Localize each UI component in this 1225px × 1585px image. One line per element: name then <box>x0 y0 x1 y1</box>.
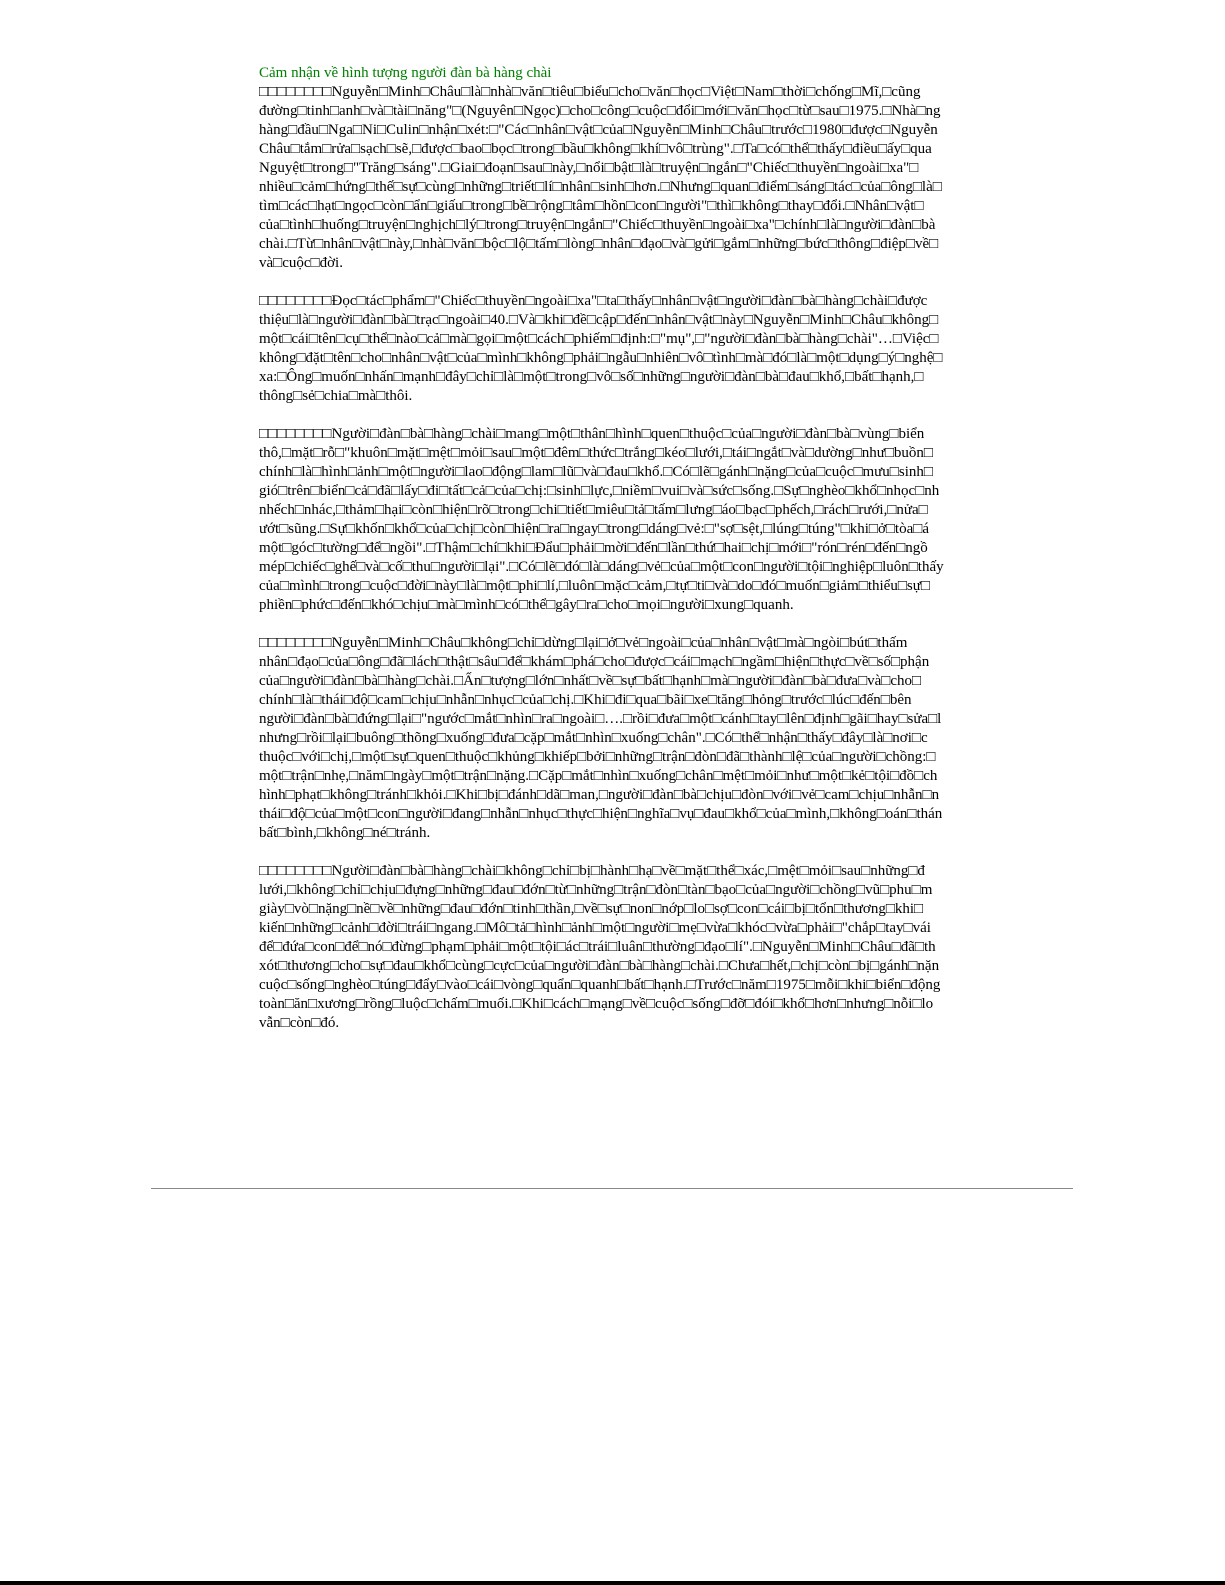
text-line: Nguyệt□trong□"Trăng□sáng".□Giai□đoạn□sau□này,□nổi□bật□là□truyện□ngắn□"Chiếc□thuyền□ngoài□xa"□ <box>259 160 919 176</box>
text-line: thô,□mặt□rỗ□"khuôn□mặt□mệt□mỏi□sau□một□đêm□thức□trắng□kéo□lưới,□tái□ngắt□và□dường□như□buồn□ <box>259 445 933 461</box>
text-line: người□đàn□bà□đứng□lại□"ngước□mắt□nhìn□ra□ngoài□….□rồi□đưa□một□cánh□tay□lên□định□gãi□hay□sửa□l <box>259 711 942 727</box>
text-line: □□□□□□□□Nguyễn□Minh□Châu□không□chỉ□dừng□lại□ở□vẻ□ngoài□của□nhân□vật□mà□ngòi□bút□thấm <box>259 635 908 651</box>
text-line: đường□tinh□anh□và□tài□năng"□(Nguyên□Ngọc)□cho□công□cuộc□đổi□mới□văn□học□từ□sau□1975.□Nhà□ng <box>259 103 941 119</box>
text-line: Châu□tắm□rửa□sạch□sẽ,□được□bao□bọc□trong□bầu□không□khí□vô□trùng".□Ta□có□thể□thấy□điều□ấy□qua <box>259 141 932 157</box>
text-line: □□□□□□□□Nguyễn□Minh□Châu□là□nhà□văn□tiêu□biểu□cho□văn□học□Việt□Nam□thời□chống□Mĩ,□cũng <box>259 84 921 100</box>
paragraph <box>259 292 1073 406</box>
text-line: thái□độ□của□một□con□người□đang□nhẫn□nhục□thực□hiện□nghĩa□vụ□đau□khổ□của□mình,□không□oán□thán <box>259 806 943 822</box>
text-line: □□□□□□□□Người□đàn□bà□hàng□chài□không□chỉ□bị□hành□hạ□về□mặt□thể□xác,□mệt□mỏi□sau□những□đ <box>259 863 925 879</box>
page-bottom-edge <box>0 1581 1225 1585</box>
paragraph <box>259 634 1073 843</box>
text-line: phiền□phức□đến□khó□chịu□mà□mình□có□thể□gây□ra□cho□mọi□người□xung□quanh. <box>259 597 794 613</box>
text-line: □□□□□□□□Người□đàn□bà□hàng□chài□mang□một□thân□hình□quen□thuộc□của□người□đàn□bà□vùng□biển <box>259 426 925 442</box>
text-line: của□tình□huống□truyện□nghịch□lý□trong□truyện□ngắn□"Chiếc□thuyền□ngoài□xa"□chính□là□người□đàn□bà <box>259 217 936 233</box>
text-line: toàn□ăn□xương□rồng□luộc□chấm□muối.□Khi□cách□mạng□về□cuộc□sống□đỡ□đói□khổ□hơn□nhưng□nỗi□lo <box>259 996 934 1012</box>
text-line: hình□phạt□không□tránh□khỏi.□Khi□bị□đánh□dã□man,□người□đàn□bà□chịu□đòn□với□vẻ□cam□chịu□nhẫn□n <box>259 787 940 803</box>
document-body <box>259 64 1073 1052</box>
text-line: tìm□các□hạt□ngọc□còn□ẩn□giấu□trong□bề□rộng□tâm□hồn□con□người"□thì□không□thay□đổi.□Nhân□vật□ <box>259 198 924 214</box>
document-title: Cảm nhận về hình tượng người đàn bà hàng chài <box>259 65 552 81</box>
text-line: vẫn□còn□đó. <box>259 1015 340 1031</box>
text-line: và□cuộc□đời. <box>259 255 343 271</box>
text-line: hàng□đầu□Nga□Ni□Culin□nhận□xét:□"Các□nhân□vật□của□Nguyễn□Minh□Châu□trước□1980□được□Nguyễn <box>259 122 938 138</box>
text-line: xa:□Ông□muốn□nhấn□mạnh□đây□chỉ□là□một□trong□vô□số□những□người□đàn□bà□đau□khổ,□bất□hạnh,□ <box>259 369 924 385</box>
text-line: xót□thương□cho□sự□đau□khổ□cùng□cực□của□người□đàn□bà□hàng□chài.□Chưa□hết,□chị□còn□bị□gánh□nặn <box>259 958 940 974</box>
text-line: thuộc□với□chị,□một□sự□quen□thuộc□khủng□khiếp□bởi□những□trận□đòn□đã□thành□lệ□của□người□chồng:□ <box>259 749 936 765</box>
text-line: một□góc□tường□để□ngồi".□Thậm□chí□khi□Đẩu□phải□mời□đến□lần□thứ□hai□chị□mới□"rón□rén□đến□ngồ <box>259 540 928 556</box>
text-line: □□□□□□□□Đọc□tác□phẩm□"Chiếc□thuyền□ngoài□xa"□ta□thấy□nhân□vật□người□đàn□bà□hàng□chài□được <box>259 293 928 309</box>
text-line: của□người□đàn□bà□hàng□chài.□Ấn□tượng□lớn□nhất□về□sự□bất□hạnh□mà□người□đàn□bà□đưa□và□cho□ <box>259 673 922 689</box>
text-line: kiến□những□cảnh□đời□trái□ngang.□Mô□tả□hình□ảnh□một□người□mẹ□vừa□khóc□vừa□phải□"chắp□tay□vái <box>259 920 931 936</box>
text-line: của□mình□trong□cuộc□đời□này□là□một□phi□lí,□luôn□mặc□cảm,□tự□ti□và□do□đó□muốn□giảm□thiểu□sự□ <box>259 578 930 594</box>
text-line: nhếch□nhác,□thảm□hại□còn□hiện□rõ□trong□chi□tiết□miêu□tả□tấm□lưng□áo□bạc□phếch,□rách□rưới,□nửa□ <box>259 502 928 518</box>
text-line: để□đứa□con□để□nó□đừng□phạm□phải□một□tội□ác□trái□luân□thường□đạo□lí".□Nguyễn□Minh□Châu□đã□th <box>259 939 936 955</box>
paragraph-container <box>259 83 1073 1033</box>
text-line: chính□là□thái□độ□cam□chịu□nhẫn□nhục□của□chị.□Khi□đi□qua□bãi□xe□tăng□hỏng□trước□lúc□đến□bên <box>259 692 912 708</box>
text-line: chài.□Từ□nhân□vật□này,□nhà□văn□bộc□lộ□tấm□lòng□nhân□đạo□và□gửi□gắm□những□bức□thông□điệp□về□ <box>259 236 939 252</box>
text-line: mép□chiếc□ghế□và□cố□thu□người□lại".□Có□lẽ□đó□là□dáng□vẻ□của□một□con□người□tội□nghiệp□luôn□thấy <box>259 559 944 575</box>
text-line: bất□bình,□không□né□tránh. <box>259 825 431 841</box>
text-line: một□trận□nhẹ,□năm□ngày□một□trận□nặng.□Cặp□mắt□nhìn□xuống□chân□mệt□mỏi□như□một□kẻ□tội□đồ□ch <box>259 768 938 784</box>
paragraph <box>259 862 1073 1033</box>
paragraph <box>259 83 1073 273</box>
page-divider <box>151 1188 1073 1189</box>
text-line: nhiều□cảm□hứng□thế□sự□cùng□những□triết□lí□nhân□sinh□hơn.□Nhưng□quan□điểm□sáng□tác□của□ông□là□ <box>259 179 942 195</box>
text-line: thông□sẻ□chia□mà□thôi. <box>259 388 413 404</box>
text-line: thiệu□là□người□đàn□bà□trạc□ngoài□40.□Và□khi□đề□cập□đến□nhân□vật□này□Nguyễn□Minh□Châu□không□ <box>259 312 939 328</box>
text-line: giày□vò□nặng□nề□về□những□đau□đớn□tinh□thần,□về□sự□non□nớp□lo□sợ□con□cái□bị□tổn□thương□khi□ <box>259 901 924 917</box>
text-line: một□cái□tên□cụ□thể□nào□cả□mà□gọi□một□cách□phiếm□định:□"mụ",□"người□đàn□bà□hàng□chài"…□Việc□ <box>259 331 939 347</box>
text-line: cuộc□sống□nghèo□túng□đẩy□vào□cái□vòng□quẩn□quanh□bất□hạnh.□Trước□năm□1975□mỗi□khi□biển□động <box>259 977 941 993</box>
text-line: nhưng□rồi□lại□buông□thõng□xuống□đưa□cặp□mắt□nhìn□xuống□chân".□Có□thể□nhận□thấy□đây□là□nơi□c <box>259 730 928 746</box>
text-line: nhân□đạo□của□ông□đã□lách□thật□sâu□để□khám□phá□cho□được□cái□mạch□ngầm□hiện□thực□về□số□phận <box>259 654 930 670</box>
paragraph <box>259 425 1073 615</box>
text-line: không□đặt□tên□cho□nhân□vật□của□mình□không□phải□ngẫu□nhiên□vô□tình□mà□đó□là□một□dụng□ý□nghệ□ <box>259 350 943 366</box>
text-line: chính□là□hình□ảnh□một□người□lao□động□lam□lũ□và□đau□khổ.□Có□lẽ□gánh□nặng□của□cuộc□mưu□sinh□ <box>259 464 933 480</box>
text-line: gió□trên□biển□cả□đã□lấy□đi□tất□cả□của□chị:□sinh□lực,□niềm□vui□và□sức□sống.□Sự□nghèo□khổ□nhọc□nh <box>259 483 940 499</box>
text-line: lưới,□không□chỉ□chịu□đựng□những□đau□đớn□từ□những□trận□đòn□tàn□bạo□của□người□chồng□vũ□phu□m <box>259 882 933 898</box>
text-line: ướt□sũng.□Sự□khốn□khổ□của□chị□còn□hiện□ra□ngay□trong□dáng□vẻ:□"sợ□sệt,□lúng□túng"□khi□ở□tòa□á <box>259 521 929 537</box>
